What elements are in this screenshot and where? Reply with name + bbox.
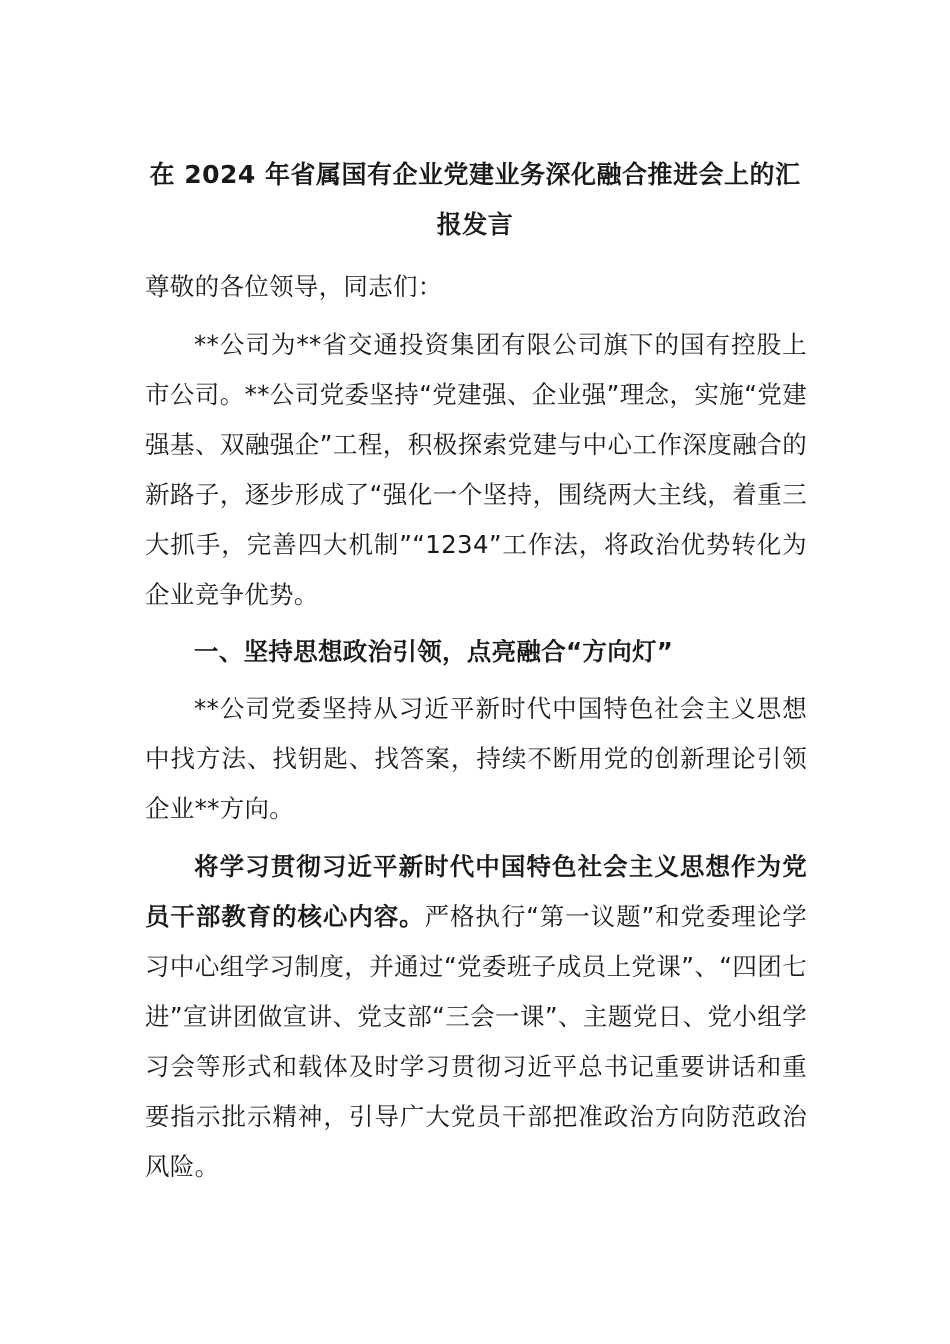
paragraph-lead-sentence: 将学习贯彻习近平新时代中国特色社会主义思想作为党员干部教育的核心内容。 — [145, 852, 807, 931]
section-1-paragraph-2 — [145, 842, 807, 1192]
section-1-paragraph-1: **公司党委坚持从习近平新时代中国特色社会主义思想中找方法、找钥匙、找答案，持续不断用党的创新理论引领企业**方向。 — [145, 694, 807, 823]
intro-paragraph: **公司为**省交通投资集团有限公司旗下的国有控股上市公司。**公司党委坚持“党建强、企业强”理念，实施“党建强基、双融强企”工程，积极探索党建与中心工作深度融合的新路子，逐步形成了“强化一个坚持，围绕两大主线，着重三大抓手，完善四大机制”“1234”工作法，将政治优势转化为企业竞争优势。 — [145, 330, 807, 609]
paragraph-body-text: 严格执行“第一议题”和党委理论学习中心组学习制度，并通过“党委班子成员上党课”、“四团七进”宣讲团做宣讲、党支部“三会一课”、主题党日、党小组学习会等形式和载体及时学习贯彻习近平总书记重要讲话和重要指示批示精神，引导广大党员干部把准政治方向防范政治风险。 — [145, 902, 807, 1181]
section-heading-1: 一、坚持思想政治引领，点亮融合“方向灯” — [194, 637, 674, 666]
greeting-paragraph: 尊敬的各位领导，同志们： — [145, 272, 443, 301]
document-title: 在 2024 年省属国有企业党建业务深化融合推进会上的汇报发言 — [149, 160, 801, 239]
